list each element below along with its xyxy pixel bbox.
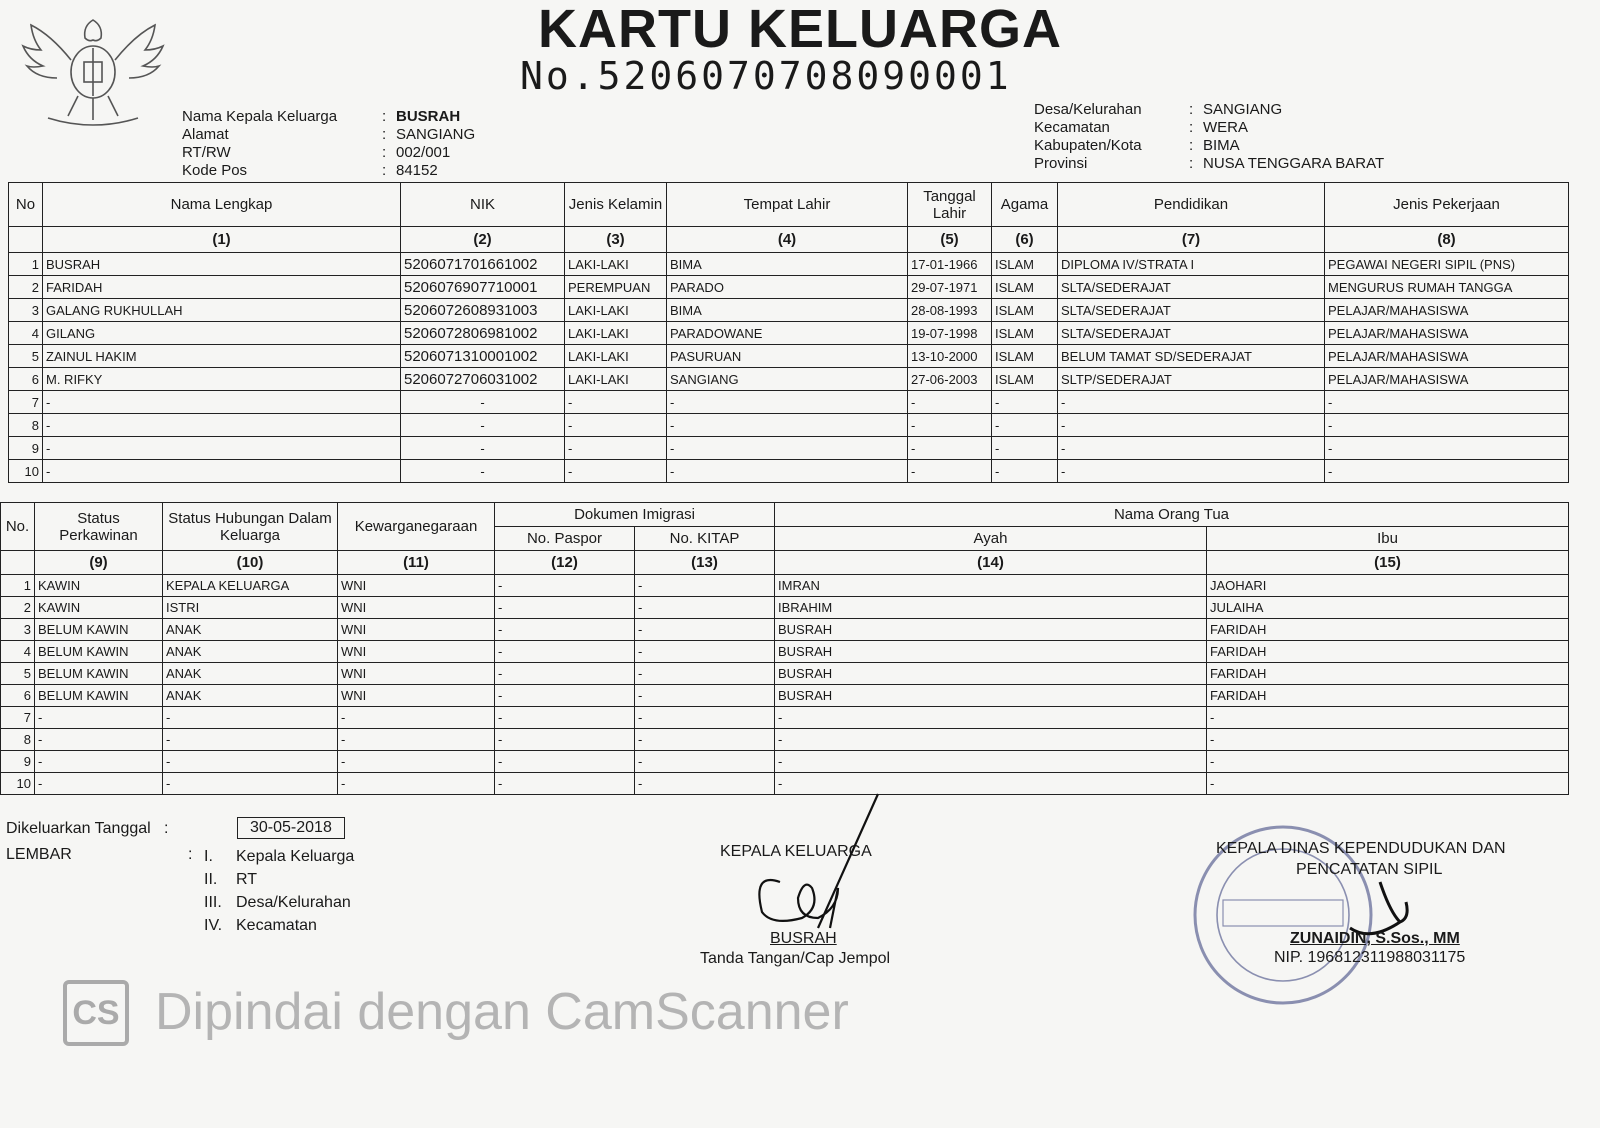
table-row: [9, 345, 1569, 368]
table-cell: -: [1207, 707, 1569, 729]
table-cell: -: [908, 414, 992, 437]
table-cell: -: [775, 707, 1207, 729]
table-cell: BELUM TAMAT SD/SEDERAJAT: [1058, 345, 1325, 368]
table-cell: -: [163, 773, 338, 795]
lembar-label: LEMBAR: [6, 846, 72, 863]
table-cell: -: [43, 460, 401, 483]
dinas-title-line1: KEPALA DINAS KEPENDUDUKAN DAN: [1216, 840, 1506, 857]
th2-ayah: Ayah: [775, 527, 1207, 551]
table-row: [1, 707, 1569, 729]
table-cell: FARIDAH: [1207, 663, 1569, 685]
table-cell: 6: [9, 368, 43, 391]
table-cell: 5206072608931003: [401, 299, 565, 322]
table-cell: -: [495, 685, 635, 707]
header-info-right: [1034, 101, 1384, 173]
table-cell: GALANG RUKHULLAH: [43, 299, 401, 322]
colnum: (5): [908, 227, 992, 253]
table-cell: -: [1058, 391, 1325, 414]
table-cell: IMRAN: [775, 575, 1207, 597]
table-cell: KAWIN: [35, 597, 163, 619]
table-cell: 4: [9, 322, 43, 345]
table-cell: PEREMPUAN: [565, 276, 667, 299]
table-cell: FARIDAH: [1207, 641, 1569, 663]
info-kecamatan: Kecamatan : WERA: [1034, 119, 1248, 136]
table-cell: -: [667, 391, 908, 414]
table-row: [9, 322, 1569, 345]
table-cell: -: [635, 641, 775, 663]
table-cell: -: [338, 729, 495, 751]
table-cell: -: [992, 460, 1058, 483]
table-cell: -: [495, 707, 635, 729]
table-cell: -: [495, 751, 635, 773]
table-cell: -: [635, 707, 775, 729]
lembar-item: IV. Kecamatan: [204, 917, 317, 934]
table-row: [9, 437, 1569, 460]
table-cell: PELAJAR/MAHASISWA: [1325, 368, 1569, 391]
table-cell: 9: [9, 437, 43, 460]
table-cell: -: [992, 391, 1058, 414]
table-cell: 3: [1, 619, 35, 641]
table-cell: BUSRAH: [775, 619, 1207, 641]
table-cell: BUSRAH: [775, 641, 1207, 663]
table-cell: -: [495, 597, 635, 619]
th-jenis-kelamin: Jenis Kelamin: [565, 183, 667, 227]
table-row: [9, 299, 1569, 322]
table-row: [1, 663, 1569, 685]
table-row: [1, 685, 1569, 707]
camscanner-logo-icon: CS: [63, 980, 129, 1046]
table-cell: WNI: [338, 575, 495, 597]
table-cell: PARADO: [667, 276, 908, 299]
table-cell: 5: [1, 663, 35, 685]
table-cell: -: [992, 414, 1058, 437]
dinas-nip: NIP. 196812311988031175: [1274, 949, 1466, 966]
table-cell: WNI: [338, 619, 495, 641]
table-cell: PELAJAR/MAHASISWA: [1325, 345, 1569, 368]
table-cell: BELUM KAWIN: [35, 685, 163, 707]
table-cell: 13-10-2000: [908, 345, 992, 368]
table-cell: SANGIANG: [667, 368, 908, 391]
table-cell: -: [1325, 460, 1569, 483]
table-cell: SLTA/SEDERAJAT: [1058, 276, 1325, 299]
table-row: [1, 619, 1569, 641]
th-tempat-lahir: Tempat Lahir: [667, 183, 908, 227]
info-kepala-keluarga: Nama Kepala Keluarga : BUSRAH: [182, 108, 461, 125]
dinas-title-line2: PENCATATAN SIPIL: [1296, 861, 1443, 878]
table-cell: BUSRAH: [43, 253, 401, 276]
table-cell: IBRAHIM: [775, 597, 1207, 619]
table-cell: 29-07-1971: [908, 276, 992, 299]
table-cell: -: [565, 460, 667, 483]
table-cell: 5206072806981002: [401, 322, 565, 345]
th2-kewarganegaraan: Kewarganegaraan: [338, 503, 495, 551]
table-cell: 9: [1, 751, 35, 773]
table-cell: LAKI-LAKI: [565, 368, 667, 391]
table-cell: ISLAM: [992, 299, 1058, 322]
th-no: No: [9, 183, 43, 227]
table-cell: SLTA/SEDERAJAT: [1058, 299, 1325, 322]
table-cell: LAKI-LAKI: [565, 299, 667, 322]
table-cell: -: [1058, 460, 1325, 483]
family-status-table: [0, 502, 1569, 795]
table-cell: -: [775, 773, 1207, 795]
page-title: KARTU KELUARGA: [538, 0, 1062, 59]
table-cell: 5206072706031002: [401, 368, 565, 391]
table-cell: -: [667, 437, 908, 460]
table-cell: JULAIHA: [1207, 597, 1569, 619]
header-info-left: [182, 108, 475, 180]
info-kode-pos: Kode Pos : 84152: [182, 162, 438, 179]
table-cell: -: [163, 751, 338, 773]
colnum: (2): [401, 227, 565, 253]
table-cell: -: [908, 460, 992, 483]
table-row: [9, 253, 1569, 276]
colnum: (3): [565, 227, 667, 253]
table-cell: -: [338, 751, 495, 773]
lembar-item: I. Kepala Keluarga: [204, 848, 355, 865]
table1-header-row: [9, 183, 1569, 227]
table-cell: BUSRAH: [775, 685, 1207, 707]
table-cell: JAOHARI: [1207, 575, 1569, 597]
table-cell: -: [495, 729, 635, 751]
table-row: [1, 729, 1569, 751]
table-cell: -: [565, 437, 667, 460]
colnum: (13): [635, 551, 775, 575]
table-cell: BIMA: [667, 299, 908, 322]
table-cell: -: [1058, 414, 1325, 437]
table-cell: 6: [1, 685, 35, 707]
th-agama: Agama: [992, 183, 1058, 227]
table-cell: KAWIN: [35, 575, 163, 597]
table-cell: -: [635, 729, 775, 751]
colnum: (12): [495, 551, 635, 575]
table-cell: 8: [1, 729, 35, 751]
colnum: (7): [1058, 227, 1325, 253]
table-cell: 1: [9, 253, 43, 276]
table-cell: -: [338, 707, 495, 729]
table-cell: LAKI-LAKI: [565, 322, 667, 345]
table-cell: ISLAM: [992, 368, 1058, 391]
table-cell: KEPALA KELUARGA: [163, 575, 338, 597]
table-cell: -: [495, 575, 635, 597]
document-number: No.5206070708090001: [520, 54, 1012, 98]
table-cell: WNI: [338, 685, 495, 707]
table-cell: BUSRAH: [775, 663, 1207, 685]
table-cell: 7: [9, 391, 43, 414]
table-cell: -: [1207, 751, 1569, 773]
table-cell: -: [565, 414, 667, 437]
info-kabupaten: Kabupaten/Kota : BIMA: [1034, 137, 1240, 154]
table-cell: -: [401, 460, 565, 483]
table-cell: -: [43, 391, 401, 414]
table-cell: LAKI-LAKI: [565, 345, 667, 368]
info-rt-rw: RT/RW : 002/001: [182, 144, 451, 161]
th2-dokumen-imigrasi: Dokumen Imigrasi: [495, 503, 775, 527]
table-cell: 10: [9, 460, 43, 483]
table-cell: 7: [1, 707, 35, 729]
table-cell: DIPLOMA IV/STRATA I: [1058, 253, 1325, 276]
kepala-keluarga-name: BUSRAH: [770, 930, 837, 947]
camscanner-text: Dipindai dengan CamScanner: [155, 983, 849, 1041]
table-cell: 5: [9, 345, 43, 368]
table-cell: ANAK: [163, 641, 338, 663]
table-cell: -: [338, 773, 495, 795]
table-cell: GILANG: [43, 322, 401, 345]
table-row: [1, 597, 1569, 619]
th2-nama-orang-tua: Nama Orang Tua: [775, 503, 1569, 527]
table-cell: ISTRI: [163, 597, 338, 619]
table-cell: -: [163, 729, 338, 751]
table-cell: -: [1058, 437, 1325, 460]
table-cell: M. RIFKY: [43, 368, 401, 391]
table-cell: -: [1207, 773, 1569, 795]
table-cell: -: [401, 437, 565, 460]
table-cell: -: [667, 460, 908, 483]
table-cell: 1: [1, 575, 35, 597]
table-cell: ISLAM: [992, 322, 1058, 345]
table-cell: PEGAWAI NEGERI SIPIL (PNS): [1325, 253, 1569, 276]
table-cell: -: [992, 437, 1058, 460]
colnum: (14): [775, 551, 1207, 575]
dinas-name: ZUNAIDIN, S.Sos., MM: [1290, 930, 1460, 947]
table-row: [1, 575, 1569, 597]
table-row: [9, 391, 1569, 414]
table-cell: SLTP/SEDERAJAT: [1058, 368, 1325, 391]
table-cell: -: [163, 707, 338, 729]
table-cell: -: [495, 773, 635, 795]
table-cell: MENGURUS RUMAH TANGGA: [1325, 276, 1569, 299]
info-provinsi: Provinsi : NUSA TENGGARA BARAT: [1034, 155, 1385, 172]
table-row: [1, 641, 1569, 663]
table-cell: ISLAM: [992, 253, 1058, 276]
th2-status-hubungan: Status Hubungan Dalam Keluarga: [163, 503, 338, 551]
table-cell: LAKI-LAKI: [565, 253, 667, 276]
colnum: (9): [35, 551, 163, 575]
table-cell: -: [43, 414, 401, 437]
table-cell: -: [1325, 414, 1569, 437]
table-row: [9, 460, 1569, 483]
table-row: [1, 751, 1569, 773]
table-cell: ISLAM: [992, 276, 1058, 299]
table-cell: -: [635, 685, 775, 707]
table-cell: 2: [9, 276, 43, 299]
table-cell: BELUM KAWIN: [35, 663, 163, 685]
table-cell: -: [635, 751, 775, 773]
table-cell: -: [401, 414, 565, 437]
table-cell: -: [35, 751, 163, 773]
lembar-list: [204, 845, 354, 937]
th2-ibu: Ibu: [1207, 527, 1569, 551]
table-cell: PELAJAR/MAHASISWA: [1325, 299, 1569, 322]
table-cell: FARIDAH: [1207, 685, 1569, 707]
th2-no-kitap: No. KITAP: [635, 527, 775, 551]
table-cell: 4: [1, 641, 35, 663]
table-cell: BELUM KAWIN: [35, 641, 163, 663]
colnum: (11): [338, 551, 495, 575]
table-cell: 5206076907710001: [401, 276, 565, 299]
table-cell: 27-06-2003: [908, 368, 992, 391]
table-cell: SLTA/SEDERAJAT: [1058, 322, 1325, 345]
table-cell: -: [565, 391, 667, 414]
table-cell: ANAK: [163, 685, 338, 707]
th2-no: No.: [1, 503, 35, 551]
kepala-keluarga-caption: Tanda Tangan/Cap Jempol: [700, 950, 891, 967]
table-cell: -: [35, 729, 163, 751]
colnum: (15): [1207, 551, 1569, 575]
kepala-keluarga-title: KEPALA KELUARGA: [720, 843, 872, 860]
colnum: (4): [667, 227, 908, 253]
table-cell: -: [495, 641, 635, 663]
table1-colnum-row: [9, 227, 1569, 253]
table-cell: 5206071310001002: [401, 345, 565, 368]
info-desa: Desa/Kelurahan : SANGIANG: [1034, 101, 1283, 118]
table-cell: -: [495, 619, 635, 641]
table-cell: 17-01-1966: [908, 253, 992, 276]
signature-kepala-icon: [740, 790, 900, 940]
table-cell: WNI: [338, 663, 495, 685]
table-cell: -: [43, 437, 401, 460]
lembar-item: III. Desa/Kelurahan: [204, 894, 351, 911]
table-cell: -: [775, 729, 1207, 751]
table-cell: 10: [1, 773, 35, 795]
table-cell: -: [1325, 437, 1569, 460]
table-cell: -: [908, 391, 992, 414]
colnum: (1): [43, 227, 401, 253]
th-pendidikan: Pendidikan: [1058, 183, 1325, 227]
table-cell: BIMA: [667, 253, 908, 276]
table-cell: PARADOWANE: [667, 322, 908, 345]
table-cell: 3: [9, 299, 43, 322]
table-cell: 8: [9, 414, 43, 437]
table-row: [9, 414, 1569, 437]
table-row: [9, 368, 1569, 391]
table-cell: -: [667, 414, 908, 437]
table-cell: -: [1207, 729, 1569, 751]
table-cell: 28-08-1993: [908, 299, 992, 322]
colnum: (8): [1325, 227, 1569, 253]
table-cell: -: [495, 663, 635, 685]
table-cell: -: [635, 663, 775, 685]
table-cell: ANAK: [163, 619, 338, 641]
table-cell: -: [35, 707, 163, 729]
table-cell: -: [401, 391, 565, 414]
table-cell: FARIDAH: [1207, 619, 1569, 641]
table-cell: BELUM KAWIN: [35, 619, 163, 641]
lembar-item: II. RT: [204, 871, 258, 888]
table-cell: FARIDAH: [43, 276, 401, 299]
issued-label: Dikeluarkan Tanggal :: [6, 820, 169, 837]
issued-date: 30-05-2018: [237, 817, 345, 839]
table-cell: -: [635, 619, 775, 641]
table-cell: -: [775, 751, 1207, 773]
table-cell: PASURUAN: [667, 345, 908, 368]
th-nama: Nama Lengkap: [43, 183, 401, 227]
th-pekerjaan: Jenis Pekerjaan: [1325, 183, 1569, 227]
table-cell: -: [635, 773, 775, 795]
th-tanggal-lahir: Tanggal Lahir: [908, 183, 992, 227]
table-cell: -: [35, 773, 163, 795]
table-cell: PELAJAR/MAHASISWA: [1325, 322, 1569, 345]
th2-status-perkawinan: Status Perkawinan: [35, 503, 163, 551]
table-cell: ANAK: [163, 663, 338, 685]
colnum: (10): [163, 551, 338, 575]
table-cell: WNI: [338, 597, 495, 619]
table-cell: -: [1325, 391, 1569, 414]
info-alamat: Alamat : SANGIANG: [182, 126, 476, 143]
colnum: (6): [992, 227, 1058, 253]
table-row: [9, 276, 1569, 299]
table-cell: -: [635, 597, 775, 619]
table-cell: 2: [1, 597, 35, 619]
table-cell: -: [908, 437, 992, 460]
table-cell: ISLAM: [992, 345, 1058, 368]
table-cell: WNI: [338, 641, 495, 663]
table-cell: -: [635, 575, 775, 597]
family-members-table: [8, 182, 1569, 483]
table-cell: ZAINUL HAKIM: [43, 345, 401, 368]
table2-colnum-row: [1, 551, 1569, 575]
th2-no-paspor: No. Paspor: [495, 527, 635, 551]
th-nik: NIK: [401, 183, 565, 227]
table-cell: 19-07-1998: [908, 322, 992, 345]
table-cell: 5206071701661002: [401, 253, 565, 276]
